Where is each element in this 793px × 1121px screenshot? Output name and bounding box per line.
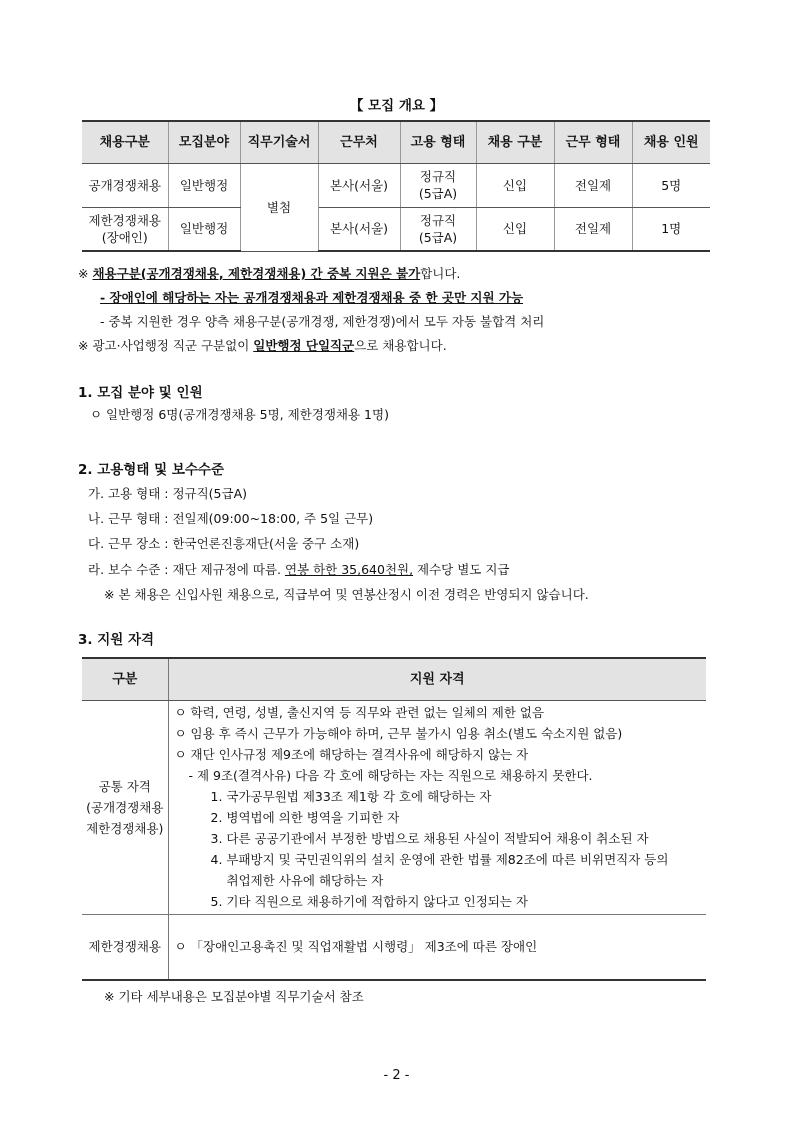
overview-title: 【 모집 개요 】: [349, 98, 444, 114]
cell-work-type: 전일제: [554, 207, 632, 251]
note-auto-fail: - 중복 지원한 경우 양측 채용구분(공개경쟁, 제한경쟁)에서 모두 자동 불합격 처리: [100, 314, 545, 329]
limited-qualification-text: ㅇ 「장애인고용촉진 및 직업재활법 시행령」 제3조에 따른 장애인: [168, 914, 706, 980]
note-disabled-one-only: - 장애인에 해당하는 자는 공개경쟁채용과 제한경쟁채용 중 한 곳만 지원 가능: [100, 290, 524, 305]
cell-recruit-type: 공개경쟁채용: [82, 163, 168, 207]
cell-headcount: 5명: [632, 163, 710, 207]
section-1-title: 1. 모집 분야 및 인원: [78, 385, 203, 401]
list-item: ㅇ 임용 후 즉시 근무가 가능해야 하며, 근무 불가시 임용 취소(별도 숙소지원 없음): [174, 725, 623, 741]
list-item: 1. 국가공무원법 제33조 제1항 각 호에 해당하는 자: [210, 788, 492, 804]
list-item: - 제 9조(결격사유) 다음 각 호에 해당하는 자는 직원으로 채용하지 못한다.: [188, 767, 593, 783]
header-cell: 근무처: [318, 121, 400, 163]
section-2-title: 2. 고용형태 및 보수수준: [78, 462, 224, 478]
footnote: ※ 기타 세부내용은 모집분야별 직무기술서 참조: [104, 989, 364, 1004]
header-cell: 구분: [82, 658, 168, 700]
limited-qualification-label: 제한경쟁채용: [82, 914, 168, 980]
pay-line: 라. 보수 수준 : 재단 제규정에 따름. 연봉 하한 35,640천원, 제수당 별도 지급: [88, 562, 510, 577]
cell-recruit-type: 제한경쟁채용 (장애인): [82, 207, 168, 251]
cell-hire-type: 신입: [476, 163, 554, 207]
cell-employment-type: 정규직 (5급A): [400, 163, 476, 207]
list-item: 2. 병역법에 의한 병역을 기피한 자: [210, 809, 400, 825]
header-cell: 고용 형태: [400, 121, 476, 163]
section-1-line: ㅇ 일반행정 6명(공개경쟁채용 5명, 제한경쟁채용 1명): [90, 407, 389, 422]
header-cell: 모집분야: [168, 121, 240, 163]
cell-job-description: 별첨: [240, 163, 318, 251]
employment-type-line: 가. 고용 형태 : 정규직(5급A): [88, 486, 248, 501]
cell-field: 일반행정: [168, 163, 240, 207]
cell-workplace: 본사(서울): [318, 207, 400, 251]
cell-hire-type: 신입: [476, 207, 554, 251]
table-row: [82, 207, 710, 251]
list-item: 취업제한 사유에 해당하는 자: [226, 872, 384, 888]
header-cell: 직무기술서: [240, 121, 318, 163]
table-row: [82, 163, 710, 207]
overview-table: [82, 120, 710, 252]
cell-work-type: 전일제: [554, 163, 632, 207]
section-3-title: 3. 지원 자격: [78, 632, 155, 648]
header-cell: 채용구분: [82, 121, 168, 163]
qualification-header-row: [82, 658, 706, 700]
cell-headcount: 1명: [632, 207, 710, 251]
list-item: 3. 다른 공공기관에서 부정한 방법으로 채용된 사실이 적발되어 채용이 취소된 자: [210, 830, 649, 846]
cell-field: 일반행정: [168, 207, 240, 251]
list-item: ㅇ 학력, 연령, 성별, 출신지역 등 직무와 관련 없는 일체의 제한 없음: [174, 704, 545, 720]
work-place-line: 다. 근무 장소 : 한국언론진흥재단(서울 중구 소재): [88, 536, 360, 551]
recruit-notes: [78, 262, 758, 358]
list-item: ㅇ 재단 인사규정 제9조에 해당하는 결격사유에 해당하지 않는 자: [174, 746, 529, 762]
list-item: 5. 기타 직원으로 채용하기에 적합하지 않다고 인정되는 자: [210, 893, 528, 909]
list-item: 4. 부패방지 및 국민권익위의 설치 운영에 관한 법률 제82조에 따른 비위면직자 등의: [210, 851, 669, 867]
header-cell: 채용 인원: [632, 121, 710, 163]
table-row: [82, 700, 706, 914]
note-duplicate-ban: ※ 채용구분(공개경쟁채용, 제한경쟁채용) 간 중복 지원은 불가합니다.: [78, 266, 461, 281]
common-qualification-list: [168, 700, 706, 914]
header-cell: 지원 자격: [168, 658, 706, 700]
page-number: - 2 -: [383, 1068, 410, 1083]
note-single-group: ※ 광고·사업행정 직군 구분없이 일반행정 단일직군으로 채용합니다.: [78, 338, 447, 353]
work-type-line: 나. 근무 형태 : 전일제(09:00~18:00, 주 5일 근무): [88, 511, 374, 526]
table-row: [82, 914, 706, 980]
header-cell: 채용 구분: [476, 121, 554, 163]
cell-workplace: 본사(서울): [318, 163, 400, 207]
pay-note: ※ 본 채용은 신입사원 채용으로, 직급부여 및 연봉산정시 이전 경력은 반영되지 않습니다.: [104, 587, 589, 602]
header-cell: 근무 형태: [554, 121, 632, 163]
qualification-table: [82, 657, 706, 981]
overview-header-row: [82, 121, 710, 163]
cell-employment-type: 정규직 (5급A): [400, 207, 476, 251]
common-qualification-label: 공통 자격 (공개경쟁채용 제한경쟁채용): [82, 700, 168, 914]
